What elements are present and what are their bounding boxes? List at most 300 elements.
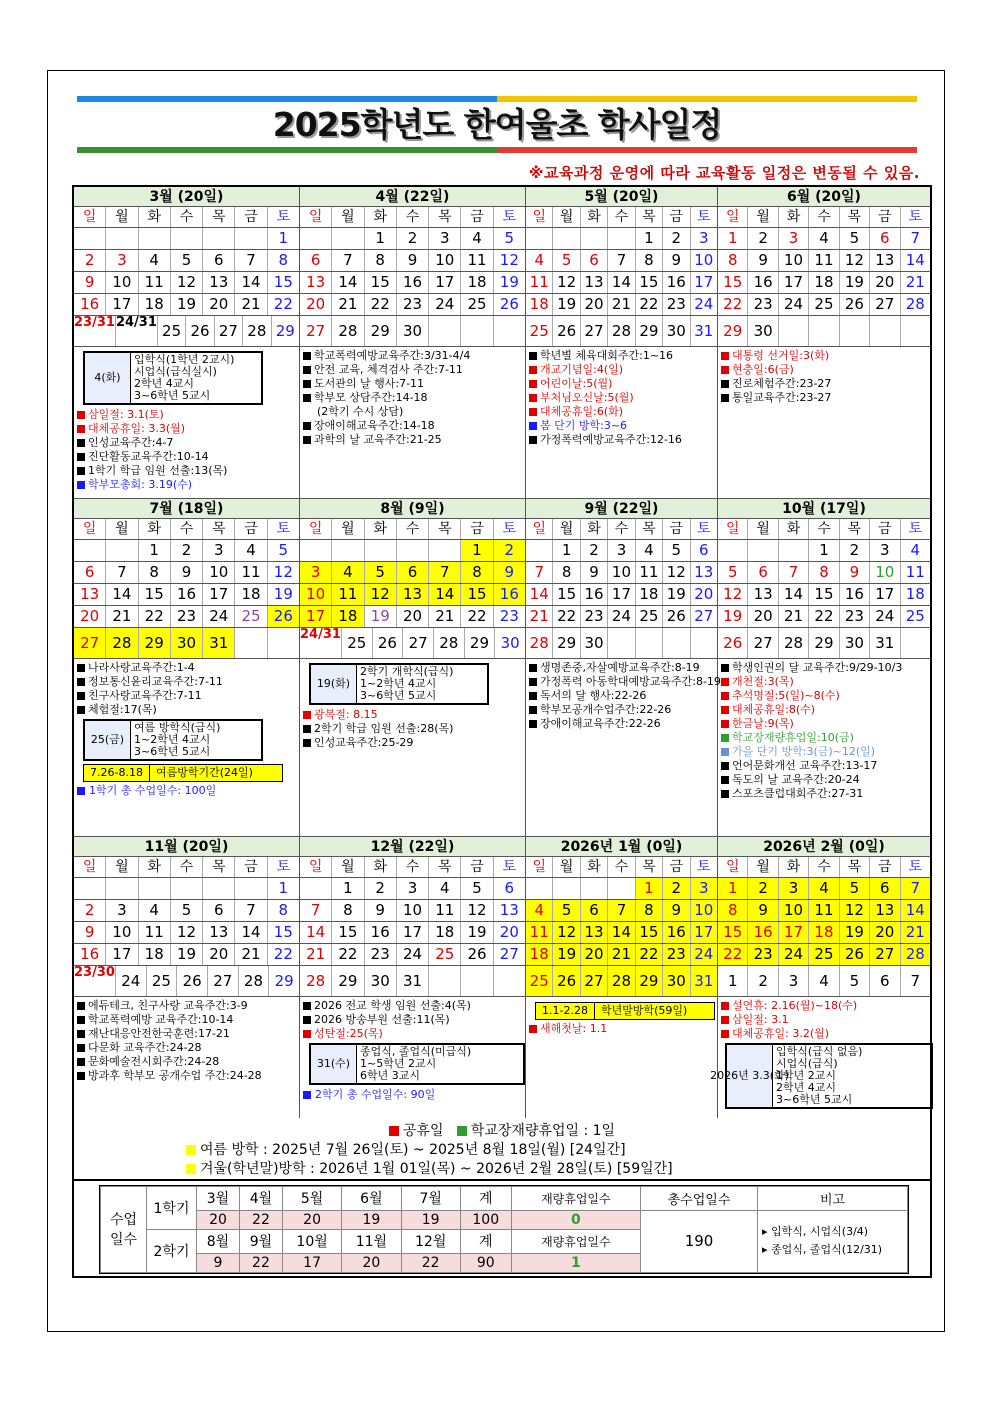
week-row bbox=[718, 584, 930, 606]
month-header: 10월 (17일) bbox=[718, 499, 930, 519]
bullet-icon bbox=[721, 720, 729, 728]
day-cell bbox=[300, 540, 332, 561]
weekday-cell: 일 bbox=[526, 207, 553, 227]
day-cell: 7 bbox=[910, 972, 921, 990]
week-row bbox=[74, 944, 299, 966]
day-cell: 15 bbox=[636, 922, 663, 943]
event-box-line: 1~5학년 2교시 bbox=[360, 1057, 437, 1070]
day-cell: 7 bbox=[526, 562, 553, 583]
month-notes bbox=[526, 347, 717, 449]
day-cell: 19 bbox=[171, 294, 203, 315]
day-cell: 26 bbox=[268, 606, 299, 627]
legend-summer: 여름 방학 : 2025년 7월 26일(토) ~ 2025년 8월 18일(월) [24일간] bbox=[200, 1142, 626, 1158]
day-cell bbox=[779, 316, 809, 346]
day-cell: 17 bbox=[608, 584, 635, 605]
day-cell: 12 bbox=[553, 272, 580, 293]
note-item bbox=[303, 999, 522, 1013]
week-row bbox=[718, 922, 930, 944]
event-box-text bbox=[131, 353, 237, 403]
sem1-month: 3월 bbox=[197, 1187, 240, 1211]
day-cell: 16 bbox=[840, 584, 870, 605]
day-cell bbox=[553, 878, 580, 899]
bullet-icon bbox=[303, 1091, 311, 1099]
day-cell: 25 bbox=[235, 606, 267, 627]
day-cell: 26 bbox=[499, 295, 519, 313]
day-cell: 4 bbox=[235, 540, 267, 561]
day-cell: 13 bbox=[397, 584, 429, 605]
weekday-cell: 금 bbox=[663, 857, 690, 877]
day-cell: 13 bbox=[203, 922, 235, 943]
note-item bbox=[721, 745, 927, 759]
day-cell: 30 bbox=[500, 634, 520, 652]
bullet-icon bbox=[721, 1016, 729, 1024]
week-row bbox=[718, 294, 930, 316]
day-cell: 15 bbox=[718, 272, 748, 293]
note-item bbox=[77, 703, 296, 717]
day-cell: 14 bbox=[235, 272, 267, 293]
note-item bbox=[529, 717, 714, 731]
day-cell: 20 bbox=[203, 944, 235, 965]
day-cell: 4 bbox=[809, 228, 839, 249]
day-cell: 8 bbox=[332, 900, 364, 921]
day-cell: 20 bbox=[870, 922, 900, 943]
day-cell: 25 bbox=[636, 606, 663, 627]
day-cell: 29 bbox=[465, 628, 496, 658]
day-cell: 23/31 bbox=[74, 316, 116, 346]
day-cell bbox=[332, 540, 364, 561]
day-cell: 25 bbox=[809, 944, 839, 965]
week-row bbox=[300, 540, 525, 562]
day-cell: 27 bbox=[870, 944, 900, 965]
weekday-cell: 토 bbox=[502, 521, 517, 537]
day-cell: 20 bbox=[581, 944, 608, 965]
weekday-cell: 수 bbox=[809, 857, 839, 877]
day-cell: 10 bbox=[608, 562, 635, 583]
note-item bbox=[303, 419, 522, 433]
note-text: 가정폭력 아동학대예방교육주간:8-19 bbox=[540, 675, 721, 688]
day-cell: 3 bbox=[691, 878, 717, 899]
day-cell bbox=[74, 228, 106, 249]
note-item bbox=[77, 436, 296, 450]
note-text: 독서의 달 행사:22-26 bbox=[540, 689, 647, 702]
weekday-cell: 목 bbox=[840, 857, 870, 877]
note-item bbox=[303, 736, 522, 750]
note-item bbox=[303, 363, 522, 377]
bullet-icon bbox=[303, 422, 311, 430]
day-cell: 4 bbox=[461, 228, 493, 249]
week-row bbox=[718, 228, 930, 250]
weekday-cell: 화 bbox=[139, 207, 171, 227]
weekday-cell: 월 bbox=[106, 207, 138, 227]
note-item bbox=[77, 675, 296, 689]
day-cell: 23 bbox=[748, 294, 778, 315]
event-box-date: 25(금) bbox=[85, 721, 131, 759]
day-cell: 9 bbox=[365, 900, 397, 921]
day-cell: 19 bbox=[718, 606, 748, 627]
jaeryang2-value: 1 bbox=[511, 1253, 640, 1272]
weekday-cell: 화 bbox=[139, 519, 171, 539]
day-cell bbox=[901, 316, 930, 346]
note-item bbox=[77, 1027, 296, 1041]
week-row bbox=[718, 562, 930, 584]
event-box-line: 입학식(1학년 2교시) bbox=[134, 353, 235, 366]
weekday-cell: 수 bbox=[171, 519, 203, 539]
day-cell: 4 bbox=[809, 966, 839, 996]
day-cell: 21 bbox=[332, 294, 364, 315]
day-cell: 28 bbox=[239, 966, 270, 996]
day-cell: 9 bbox=[581, 562, 608, 583]
weekday-cell: 토 bbox=[502, 209, 517, 225]
weekday-cell: 목 bbox=[636, 519, 663, 539]
vacation-range: 1.1-2.28 bbox=[536, 1003, 595, 1019]
day-cell bbox=[106, 540, 138, 561]
day-cell: 21 bbox=[235, 944, 267, 965]
note-item bbox=[77, 1013, 296, 1027]
day-cell: 3 bbox=[106, 900, 138, 921]
note-item bbox=[529, 689, 714, 703]
day-cell: 27 bbox=[300, 316, 332, 346]
day-cell: 27 bbox=[870, 294, 900, 315]
day-cell: 8 bbox=[365, 250, 397, 271]
day-cell: 5 bbox=[278, 541, 289, 559]
week-row bbox=[74, 562, 299, 584]
day-cell: 14 bbox=[779, 584, 809, 605]
day-cell: 10 bbox=[779, 900, 809, 921]
day-cell bbox=[581, 228, 608, 249]
day-cell: 22 bbox=[636, 944, 663, 965]
day-cell bbox=[429, 316, 461, 346]
day-cell: 13 bbox=[694, 563, 714, 581]
event-box-line: 입학식(급식 없음) bbox=[776, 1045, 863, 1058]
note-item bbox=[77, 464, 296, 478]
sem1-month: 6월 bbox=[342, 1187, 401, 1211]
vacation-box bbox=[83, 764, 283, 782]
day-cell: 14 bbox=[526, 584, 553, 605]
day-cell: 18 bbox=[526, 294, 553, 315]
day-cell bbox=[429, 966, 461, 996]
note-item bbox=[303, 377, 522, 391]
note-text: 통일교육주간:23-27 bbox=[732, 391, 832, 404]
day-cell: 24 bbox=[870, 606, 900, 627]
day-cell: 15 bbox=[139, 584, 171, 605]
bullet-icon bbox=[77, 425, 85, 433]
note-text: 어린이날:5(월) bbox=[540, 377, 613, 390]
day-cell: 21 bbox=[901, 922, 930, 943]
event-box-line: 6학년 3교시 bbox=[360, 1069, 420, 1082]
month-notes bbox=[710, 997, 930, 1114]
month-header: 4월 (22일) bbox=[300, 187, 525, 207]
day-cell: 25 bbox=[526, 966, 553, 996]
week-row bbox=[300, 628, 525, 659]
day-cell: 5 bbox=[365, 562, 397, 583]
note-item bbox=[77, 450, 296, 464]
day-cell: 9 bbox=[74, 272, 106, 293]
week-row bbox=[74, 628, 299, 659]
day-cell bbox=[526, 228, 553, 249]
vacation-label: 학년말방학(59일) bbox=[600, 1004, 688, 1017]
bullet-icon bbox=[721, 762, 729, 770]
day-cell: 8 bbox=[809, 562, 839, 583]
week-row bbox=[718, 540, 930, 562]
day-cell: 12 bbox=[171, 272, 203, 293]
day-cell: 18 bbox=[461, 272, 493, 293]
weekday-cell: 화 bbox=[779, 519, 809, 539]
day-cell: 9 bbox=[494, 562, 525, 583]
day-cell: 30 bbox=[748, 316, 778, 346]
day-cell: 1 bbox=[718, 228, 748, 249]
band-nov-feb bbox=[74, 836, 930, 1118]
day-cell: 19 bbox=[663, 584, 690, 605]
note-text: 학부모총회: 3.19(수) bbox=[88, 478, 193, 491]
day-cell: 15 bbox=[365, 272, 397, 293]
note-item bbox=[721, 731, 927, 745]
day-cell: 8 bbox=[278, 901, 289, 919]
day-cell: 16 bbox=[74, 944, 106, 965]
sem1-label: 1학기 bbox=[147, 1187, 197, 1230]
weekday-cell: 월 bbox=[748, 519, 778, 539]
day-cell: 28 bbox=[901, 944, 930, 965]
day-cell: 18 bbox=[636, 584, 663, 605]
note-item bbox=[721, 759, 927, 773]
day-cell: 20 bbox=[397, 606, 429, 627]
day-cell: 3 bbox=[429, 228, 461, 249]
day-cell: 28 bbox=[300, 966, 332, 996]
weekday-cell: 수 bbox=[171, 857, 203, 877]
month-notes bbox=[300, 659, 525, 752]
day-cell: 10 bbox=[106, 922, 138, 943]
day-cell bbox=[332, 228, 364, 249]
event-box bbox=[710, 1043, 933, 1109]
note-text: 진단활동교육주간:10-14 bbox=[88, 450, 209, 463]
weekday-row bbox=[300, 857, 525, 878]
day-cell: 14 bbox=[235, 922, 267, 943]
event-box-line: 2학년 4교시 bbox=[776, 1081, 836, 1094]
day-cell: 15 bbox=[332, 922, 364, 943]
weekday-cell: 목 bbox=[429, 519, 461, 539]
week-row bbox=[526, 944, 717, 966]
event-box-text bbox=[773, 1045, 865, 1107]
day-cell: 8 bbox=[636, 250, 663, 271]
day-cell: 18 bbox=[139, 294, 171, 315]
day-cell: 2 bbox=[171, 540, 203, 561]
sem2-value: 20 bbox=[342, 1253, 401, 1272]
note-item bbox=[721, 689, 927, 703]
sem1-value: 20 bbox=[197, 1210, 240, 1229]
day-cell: 11 bbox=[235, 562, 267, 583]
event-box-line: 3~6학년 5교시 bbox=[134, 389, 211, 402]
day-cell: 7 bbox=[608, 900, 635, 921]
bullet-icon bbox=[529, 664, 537, 672]
day-cell: 19 bbox=[840, 272, 870, 293]
sem1-value: 19 bbox=[342, 1210, 401, 1229]
sem1-month: 5월 bbox=[282, 1187, 341, 1211]
divider bbox=[74, 1179, 930, 1181]
day-cell: 28 bbox=[608, 316, 635, 346]
note-text: 개천절:3(목) bbox=[732, 675, 794, 688]
day-cell: 8 bbox=[718, 250, 748, 271]
day-cell: 3 bbox=[300, 562, 332, 583]
day-cell: 2 bbox=[74, 900, 106, 921]
day-cell: 28 bbox=[332, 316, 364, 346]
bullet-icon bbox=[303, 711, 311, 719]
day-cell bbox=[608, 228, 635, 249]
day-cell: 18 bbox=[526, 944, 553, 965]
note-text: (2학기 수시 상담) bbox=[317, 405, 404, 418]
week-row bbox=[74, 606, 299, 628]
note-item bbox=[721, 349, 927, 363]
bullet-icon bbox=[303, 352, 311, 360]
day-cell bbox=[691, 628, 717, 658]
day-cell: 29 bbox=[553, 628, 580, 658]
weekday-cell: 월 bbox=[748, 857, 778, 877]
day-cell: 3 bbox=[779, 966, 809, 996]
day-cell bbox=[397, 540, 429, 561]
weekday-row bbox=[74, 857, 299, 878]
note-item bbox=[529, 661, 714, 675]
week-row bbox=[526, 966, 717, 997]
day-cell: 2 bbox=[748, 878, 778, 899]
sem2-label: 2학기 bbox=[147, 1229, 197, 1272]
day-cell: 26 bbox=[840, 944, 870, 965]
day-cell: 14 bbox=[608, 272, 635, 293]
day-cell: 23/30 bbox=[74, 966, 116, 996]
day-cell: 13 bbox=[870, 250, 900, 271]
band-mar-jun bbox=[74, 187, 930, 498]
bullet-icon bbox=[303, 1030, 311, 1038]
weekday-cell: 일 bbox=[74, 519, 106, 539]
month-header: 8월 (9일) bbox=[300, 499, 525, 519]
day-cell: 14 bbox=[300, 922, 332, 943]
day-cell: 11 bbox=[139, 272, 171, 293]
month-jan bbox=[526, 837, 718, 1118]
day-cell: 18 bbox=[809, 922, 839, 943]
event-box bbox=[83, 351, 263, 405]
weekday-row bbox=[526, 857, 717, 878]
day-cell: 20 bbox=[748, 606, 778, 627]
note-item bbox=[721, 1013, 927, 1027]
week-row bbox=[526, 272, 717, 294]
weekday-cell: 월 bbox=[748, 207, 778, 227]
day-cell: 10 bbox=[397, 900, 429, 921]
bullet-icon bbox=[721, 678, 729, 686]
event-box-line: 여름 방학식(급식) bbox=[134, 721, 221, 734]
day-cell: 13 bbox=[300, 272, 332, 293]
bullet-icon bbox=[721, 692, 729, 700]
weekday-cell: 금 bbox=[235, 519, 267, 539]
day-cell: 10 bbox=[691, 900, 717, 921]
bullet-icon bbox=[303, 739, 311, 747]
day-cell: 19 bbox=[365, 606, 397, 627]
day-cell: 4 bbox=[429, 878, 461, 899]
remark-1: ▸ 입학식, 시업식(3/4) bbox=[762, 1225, 869, 1239]
month-oct bbox=[718, 499, 930, 836]
day-cell bbox=[494, 316, 525, 346]
month-may bbox=[526, 187, 718, 498]
weekday-cell: 금 bbox=[461, 207, 493, 227]
bullet-icon bbox=[721, 664, 729, 672]
note-item bbox=[529, 363, 714, 377]
weekday-cell: 일 bbox=[74, 207, 106, 227]
month-notes bbox=[300, 347, 525, 449]
weekday-cell: 토 bbox=[908, 859, 922, 875]
day-cell: 6 bbox=[581, 900, 608, 921]
weekday-cell: 일 bbox=[300, 519, 332, 539]
day-cell: 22 bbox=[139, 606, 171, 627]
day-cell: 2 bbox=[397, 228, 429, 249]
day-cell: 19 bbox=[553, 944, 580, 965]
remark-2-text: 종업식, 졸업식(12/31) bbox=[771, 1243, 883, 1257]
bullet-icon bbox=[303, 394, 311, 402]
note-item bbox=[529, 1022, 714, 1036]
sem2-month: 계 bbox=[460, 1229, 511, 1253]
day-cell: 12 bbox=[840, 250, 870, 271]
note-text: 독도의 날 교육주간:20-24 bbox=[732, 773, 860, 786]
note-item bbox=[77, 999, 296, 1013]
day-cell: 24 bbox=[779, 944, 809, 965]
day-cell: 30 bbox=[171, 628, 203, 658]
week-row bbox=[718, 966, 930, 997]
day-cell: 29 bbox=[365, 316, 397, 346]
weekday-cell: 화 bbox=[139, 857, 171, 877]
weekday-cell: 금 bbox=[235, 857, 267, 877]
note-text: 장애이해교육주간:14-18 bbox=[314, 419, 435, 432]
bullet-icon bbox=[529, 422, 537, 430]
note-item bbox=[721, 787, 927, 801]
day-cell: 26 bbox=[663, 606, 690, 627]
week-row bbox=[718, 878, 930, 900]
day-cell: 12 bbox=[273, 563, 293, 581]
sem1-month: 4월 bbox=[239, 1187, 282, 1211]
day-cell: 17 bbox=[106, 944, 138, 965]
bullet-icon bbox=[77, 1002, 85, 1010]
day-cell: 4 bbox=[910, 541, 921, 559]
weekday-cell: 수 bbox=[608, 207, 635, 227]
day-cell bbox=[779, 540, 809, 561]
day-cell: 26 bbox=[177, 966, 208, 996]
bullet-icon bbox=[529, 394, 537, 402]
day-cell: 10 bbox=[694, 251, 714, 269]
day-cell: 21 bbox=[608, 294, 635, 315]
event-box-line: 2학기 개학식(급식) bbox=[360, 665, 454, 678]
weekday-cell: 금 bbox=[870, 857, 900, 877]
week-row bbox=[74, 922, 299, 944]
day-cell bbox=[171, 878, 203, 899]
note-item bbox=[77, 1069, 296, 1083]
day-cell: 28 bbox=[905, 295, 925, 313]
day-cell: 16 bbox=[581, 584, 608, 605]
bullet-icon bbox=[721, 366, 729, 374]
weekday-cell: 일 bbox=[300, 207, 332, 227]
bullet-icon bbox=[721, 734, 729, 742]
weekday-cell: 토 bbox=[696, 209, 711, 225]
bullet-icon bbox=[77, 467, 85, 475]
weekday-cell: 목 bbox=[429, 857, 461, 877]
week-row bbox=[300, 294, 525, 316]
day-cell: 9 bbox=[748, 250, 778, 271]
week-row bbox=[300, 562, 525, 584]
holiday-swatch-icon bbox=[389, 1126, 399, 1136]
note-text: 언어문화개선 교육주간:13-17 bbox=[732, 759, 878, 772]
day-cell bbox=[553, 228, 580, 249]
weekday-cell: 토 bbox=[908, 209, 922, 225]
day-cell bbox=[494, 966, 525, 996]
day-cell: 21 bbox=[300, 944, 332, 965]
bullet-icon bbox=[721, 776, 729, 784]
day-cell: 31 bbox=[694, 322, 714, 340]
event-box bbox=[309, 663, 489, 705]
sem2-month: 9월 bbox=[239, 1229, 282, 1253]
month-header: 2026년 1월 (0일) bbox=[526, 837, 717, 857]
